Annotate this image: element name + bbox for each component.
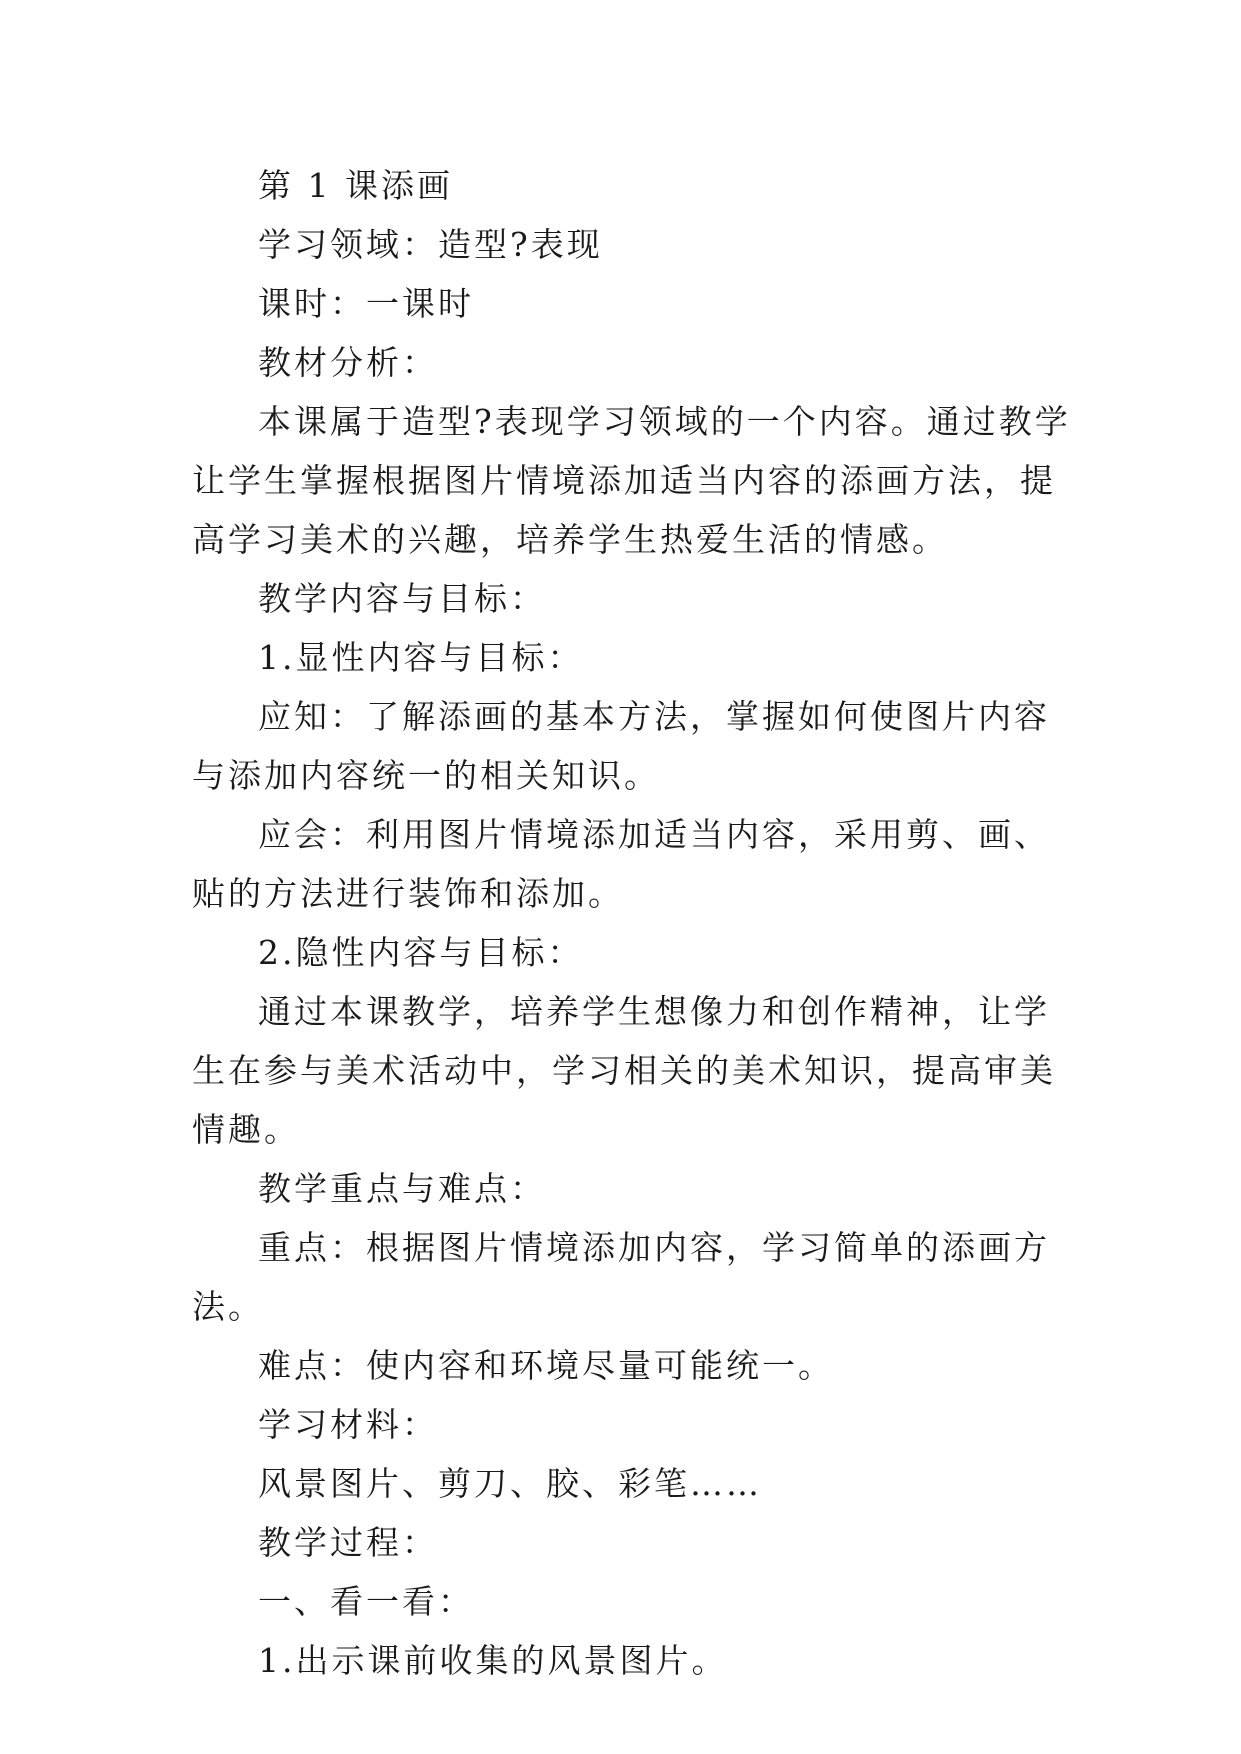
section-heading-key-points: 教学重点与难点：: [258, 1169, 546, 1208]
section-heading-materials: 学习材料：: [258, 1405, 438, 1444]
materials-list: 风景图片、剪刀、胶、彩笔……: [258, 1464, 762, 1503]
difficulty-paragraph: 难点：使内容和环境尽量可能统一。: [258, 1346, 834, 1385]
subheading-explicit-goals: 1.显性内容与目标：: [258, 638, 584, 677]
section-heading-textbook-analysis: 教材分析：: [258, 343, 438, 382]
section-heading-teaching-process: 教学过程：: [258, 1523, 438, 1562]
section-heading-content-goals: 教学内容与目标：: [258, 579, 546, 618]
should-know-paragraph: 应知：了解添画的基本方法，掌握如何使图片内容与添加内容统一的相关知识。: [192, 697, 1050, 795]
lesson-title: 第 1 课添画: [258, 166, 453, 205]
document-body: [192, 156, 1072, 1690]
class-hours: 课时：一课时: [258, 284, 474, 323]
key-point-paragraph: 重点：根据图片情境添加内容，学习简单的添画方法。: [192, 1228, 1050, 1326]
step-heading-look: 一、看一看：: [258, 1582, 474, 1621]
implicit-goals-paragraph: 通过本课教学，培养学生想像力和创作精神，让学生在参与美术活动中，学习相关的美术知识，提高审美情趣。: [192, 992, 1056, 1149]
learning-domain: 学习领域：造型?表现: [258, 225, 603, 264]
textbook-analysis-paragraph: 本课属于造型?表现学习领域的一个内容。通过教学让学生掌握根据图片情境添加适当内容的添画方法，提高学习美术的兴趣，培养学生热爱生活的情感。: [192, 402, 1071, 559]
subheading-implicit-goals: 2.隐性内容与目标：: [258, 933, 584, 972]
step-item-1: 1.出示课前收集的风景图片。: [258, 1641, 728, 1680]
should-be-able-paragraph: 应会：利用图片情境添加适当内容，采用剪、画、贴的方法进行装饰和添加。: [192, 815, 1050, 913]
